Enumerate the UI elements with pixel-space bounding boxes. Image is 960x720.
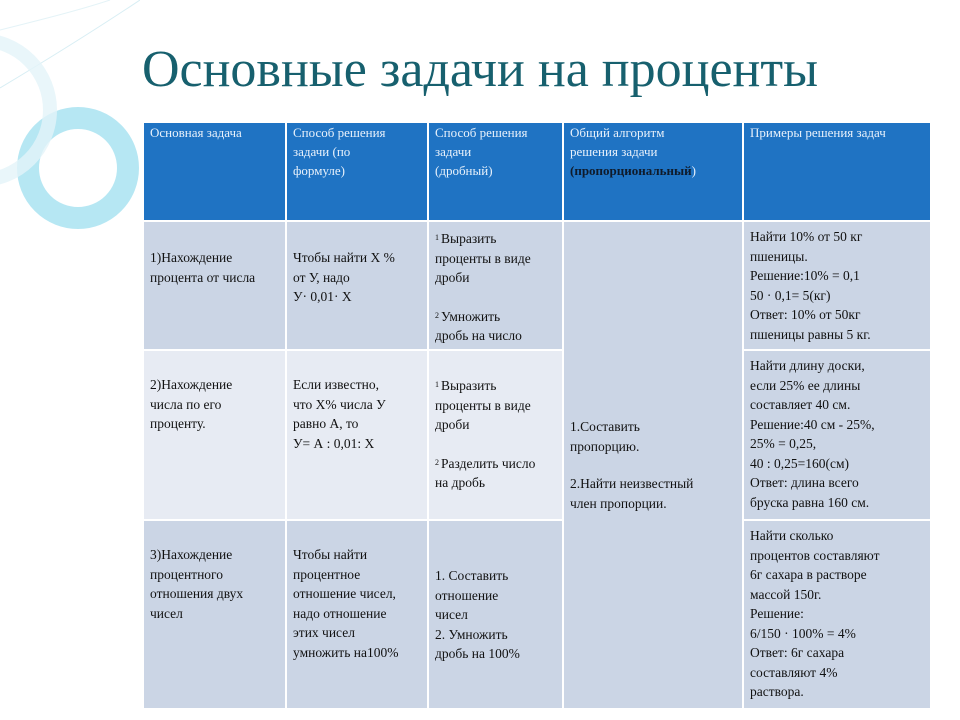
cell-line: 3)Нахождение <box>150 547 233 562</box>
cell-line: массой 150г. <box>750 586 822 602</box>
table-row <box>143 350 931 520</box>
example-cell <box>743 221 931 350</box>
cell-line: пшеницы. <box>750 248 808 264</box>
table-row <box>143 221 931 350</box>
example-cell <box>743 520 931 709</box>
header-line: решения задачи <box>570 144 658 159</box>
cell-line: Решение: <box>750 606 804 621</box>
cell-line: равно А, то <box>293 416 359 431</box>
cell-line: Решение:10% = 0,1 <box>750 268 860 283</box>
cell-line: если 25% ее длины <box>750 377 861 393</box>
header-line: Способ решения <box>435 125 528 140</box>
step-number: 1 <box>435 380 439 389</box>
cell-line: Решение:40 см - 25%, <box>750 416 875 432</box>
cell-line: числа по его <box>150 396 222 412</box>
cell-line: надо отношение <box>293 605 387 621</box>
cell-line: 50 · 0,1= 5(кг) <box>750 287 831 303</box>
header-line: (дробный) <box>435 163 493 178</box>
header-line: задачи <box>435 144 472 159</box>
cell-line: процентное <box>293 566 361 582</box>
cell-line: 1)Нахождение <box>150 250 233 265</box>
task-cell <box>143 221 286 350</box>
cell-line: дробь на число <box>435 328 522 343</box>
header-line: Общий алгоритм <box>570 125 665 140</box>
header-line: формуле) <box>293 163 345 178</box>
example-cell <box>743 350 931 520</box>
step-number: 1 <box>435 233 439 242</box>
algorithm-cell <box>563 221 743 709</box>
cell-line: Чтобы найти Х % <box>293 250 395 265</box>
cell-line: член пропорции. <box>570 495 667 511</box>
fraction-cell <box>428 221 563 350</box>
cell-line: Выразить <box>441 378 497 393</box>
cell-line: составляет 40 см. <box>750 397 851 412</box>
task-cell <box>143 350 286 520</box>
fraction-cell <box>428 350 563 520</box>
cell-line: Умножить <box>441 308 501 324</box>
header-task: Основная задача <box>143 122 286 221</box>
table-header-row <box>143 122 931 221</box>
cell-line: Чтобы найти <box>293 547 368 562</box>
cell-line: составляют 4% <box>750 664 838 680</box>
cell-line: Найти сколько <box>750 528 834 543</box>
cell-line: чисел <box>435 607 468 622</box>
cell-line: процента от числа <box>150 269 256 285</box>
cell-line: Ответ: 6г сахара <box>750 645 845 660</box>
cell-line: Ответ: 10% от 50кг <box>750 307 861 322</box>
cell-line: 6г сахара в растворе <box>750 567 867 582</box>
header-formula <box>286 122 428 221</box>
cell-line: раствора. <box>750 684 804 699</box>
cell-line: Найти 10% от 50 кг <box>750 229 863 244</box>
cell-line: У= А : 0,01: Х <box>293 435 375 451</box>
cell-line: умножить на100% <box>293 644 399 660</box>
cell-line: У· 0,01· Х <box>293 289 352 304</box>
cell-line: 25% = 0,25, <box>750 436 817 451</box>
cell-line: 6/150 · 100% = 4% <box>750 625 856 641</box>
header-examples: Примеры решения задач <box>743 122 931 221</box>
table-row <box>143 520 931 709</box>
cell-line: Найти длину доски, <box>750 358 865 373</box>
header-line: задачи (по <box>293 144 351 159</box>
formula-cell <box>286 221 428 350</box>
cell-line: дроби <box>435 270 470 285</box>
cell-line: пшеницы равны 5 кг. <box>750 326 871 342</box>
cell-line: процентов составляют <box>750 547 880 563</box>
cell-line: проценту. <box>150 416 206 431</box>
step-number: 2 <box>435 457 439 467</box>
cell-line: бруска равна 160 см. <box>750 494 870 510</box>
cell-line: этих чисел <box>293 625 355 640</box>
cell-line: 2. Умножить <box>435 626 508 642</box>
header-line: Способ решения <box>293 125 386 140</box>
header-algorithm-bold: (пропорциональный <box>570 163 692 178</box>
formula-cell <box>286 520 428 709</box>
decorative-circles <box>0 0 140 720</box>
header-algorithm <box>563 122 743 221</box>
cell-line: Если известно, <box>293 377 379 392</box>
header-fraction <box>428 122 563 221</box>
cell-line: Ответ: длина всего <box>750 475 859 490</box>
page-title: Основные задачи на проценты <box>141 41 819 98</box>
cell-line: чисел <box>150 605 183 621</box>
percent-tasks-table <box>142 121 932 710</box>
task-cell <box>143 520 286 709</box>
cell-line: процентного <box>150 566 223 582</box>
step-number: 2 <box>435 310 439 320</box>
cell-line: 1. Составить <box>435 568 509 583</box>
cell-line: что Х% числа У <box>293 396 386 412</box>
fraction-cell <box>428 520 563 709</box>
cell-line: 2.Найти неизвестный <box>570 476 694 491</box>
cell-line: 1.Составить <box>570 419 640 434</box>
cell-line: Выразить <box>441 231 497 246</box>
formula-cell <box>286 350 428 520</box>
cell-line: проценты в виде <box>435 397 531 413</box>
cell-line: 2)Нахождение <box>150 377 233 392</box>
header-algorithm-tail: ) <box>691 163 696 178</box>
cell-line: на дробь <box>435 475 485 490</box>
cell-line: проценты в виде <box>435 250 531 266</box>
cell-line: отношение чисел, <box>293 586 396 601</box>
cell-line: от У, надо <box>293 269 350 285</box>
cell-line: Разделить число <box>441 455 536 471</box>
cell-line: 40 : 0,25=160(см) <box>750 455 850 471</box>
cell-line: отношение <box>435 587 499 603</box>
cell-line: дроби <box>435 417 470 432</box>
cell-line: пропорцию. <box>570 438 640 454</box>
cell-line: отношения двух <box>150 586 244 601</box>
cell-line: дробь на 100% <box>435 646 520 661</box>
